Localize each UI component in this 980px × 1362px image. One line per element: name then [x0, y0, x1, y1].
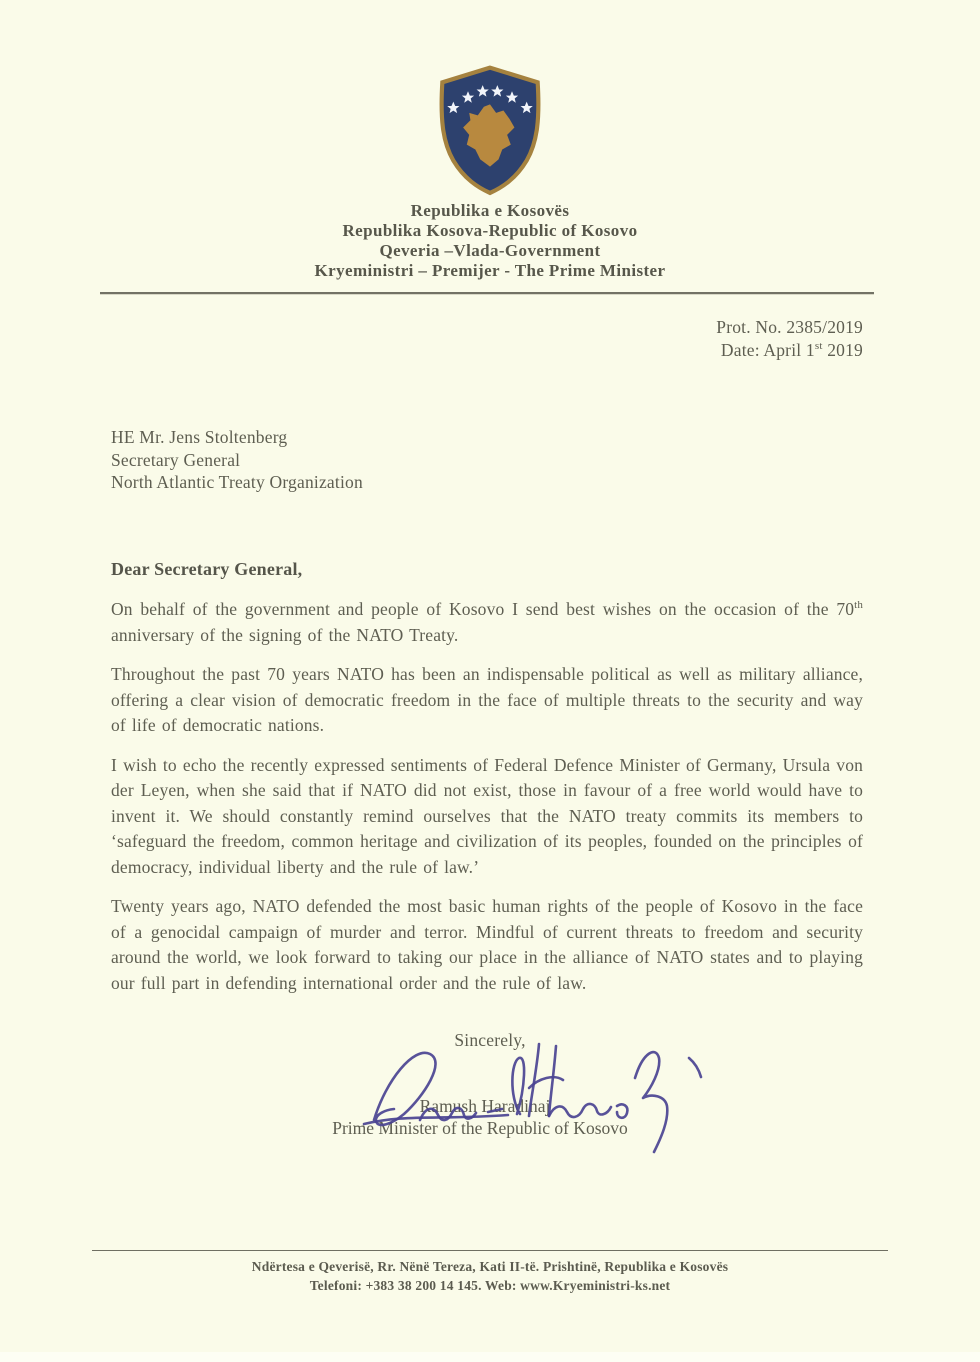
paragraph-1-continuation: anniversary of the signing of the NATO Treaty. [111, 624, 459, 645]
letterhead-line-4: Kryeministri – Premijer - The Prime Minister [314, 261, 666, 280]
anniversary-ordinal-suffix: th [854, 599, 863, 612]
signer-title: Prime Minister of the Republic of Kosovo [332, 1118, 628, 1138]
salutation: Dear Secretary General, [111, 559, 303, 579]
footer-divider [92, 1250, 888, 1251]
footer-contact: Telefoni: +383 38 200 14 145. Web: www.Kryeministri-ks.net [309, 1278, 671, 1293]
letterhead [0, 201, 980, 281]
protocol-number: Prot. No. 2385/2019 [716, 317, 863, 337]
date-ordinal-suffix: st [814, 340, 823, 353]
paragraph-1 [111, 597, 863, 648]
kosovo-coat-of-arms-icon [427, 64, 553, 196]
footer-address: Ndërtesa e Qeverisë, Rr. Nënë Tereza, Kati II-të. Prishtinë, Republika e Kosovës [251, 1259, 729, 1274]
paragraph-1-text: On behalf of the government and people of Kosovo I send best wishes on the occasion of the 70 [111, 599, 855, 619]
recipient-title: Secretary General [111, 449, 241, 470]
paragraph-3: I wish to echo the recently expressed sentiments of Federal Defence Minister of Germany, Ursula von der Leyen, when she said that if NATO did not exist, those in favour of a free world would have to invent it. We should constantly remind ourselves that the NATO treaty commits its members to ‘safeguard the freedom, common heritage and civilization of its peoples, founded on the principles of democracy, individual liberty and the rule of law.’ [111, 754, 863, 877]
closing-sincerely: Sincerely, [454, 1030, 526, 1050]
handwritten-signature [358, 1036, 708, 1161]
signer-name: Ramush Haradinaj [419, 1096, 551, 1116]
letter-body [111, 597, 863, 1010]
footer [0, 1250, 980, 1295]
date-line [716, 339, 863, 362]
recipient-name: HE Mr. Jens Stoltenberg [111, 427, 288, 447]
paragraph-2: Throughout the past 70 years NATO has been an indispensable political as well as military alliance, offering a clear vision of democratic freedom in the face of multiple threats to the security and way of life of democratic nations. [111, 664, 863, 735]
letterhead-line-1: Republika e Kosovës [410, 201, 570, 220]
date-year: 2019 [822, 340, 863, 360]
protocol-date-block [716, 316, 863, 362]
letterhead-line-3: Qeveria –Vlada-Government [379, 241, 601, 260]
closing-block [0, 1030, 980, 1138]
paragraph-4: Twenty years ago, NATO defended the most basic human rights of the people of Kosovo in the face of a genocidal campaign of murder and terror. Mindful of current threats to freedom and security around the world, we look forward to taking our place in the alliance of NATO states and to playing our full part in defending international order and the rule of law. [111, 896, 863, 993]
recipient-organization: North Atlantic Treaty Organization [111, 472, 363, 492]
recipient-block [111, 426, 363, 494]
letterhead-divider [100, 292, 874, 294]
letterhead-line-2: Republika Kosova-Republic of Kosovo [342, 221, 638, 240]
date-text: Date: April 1 [720, 340, 815, 360]
